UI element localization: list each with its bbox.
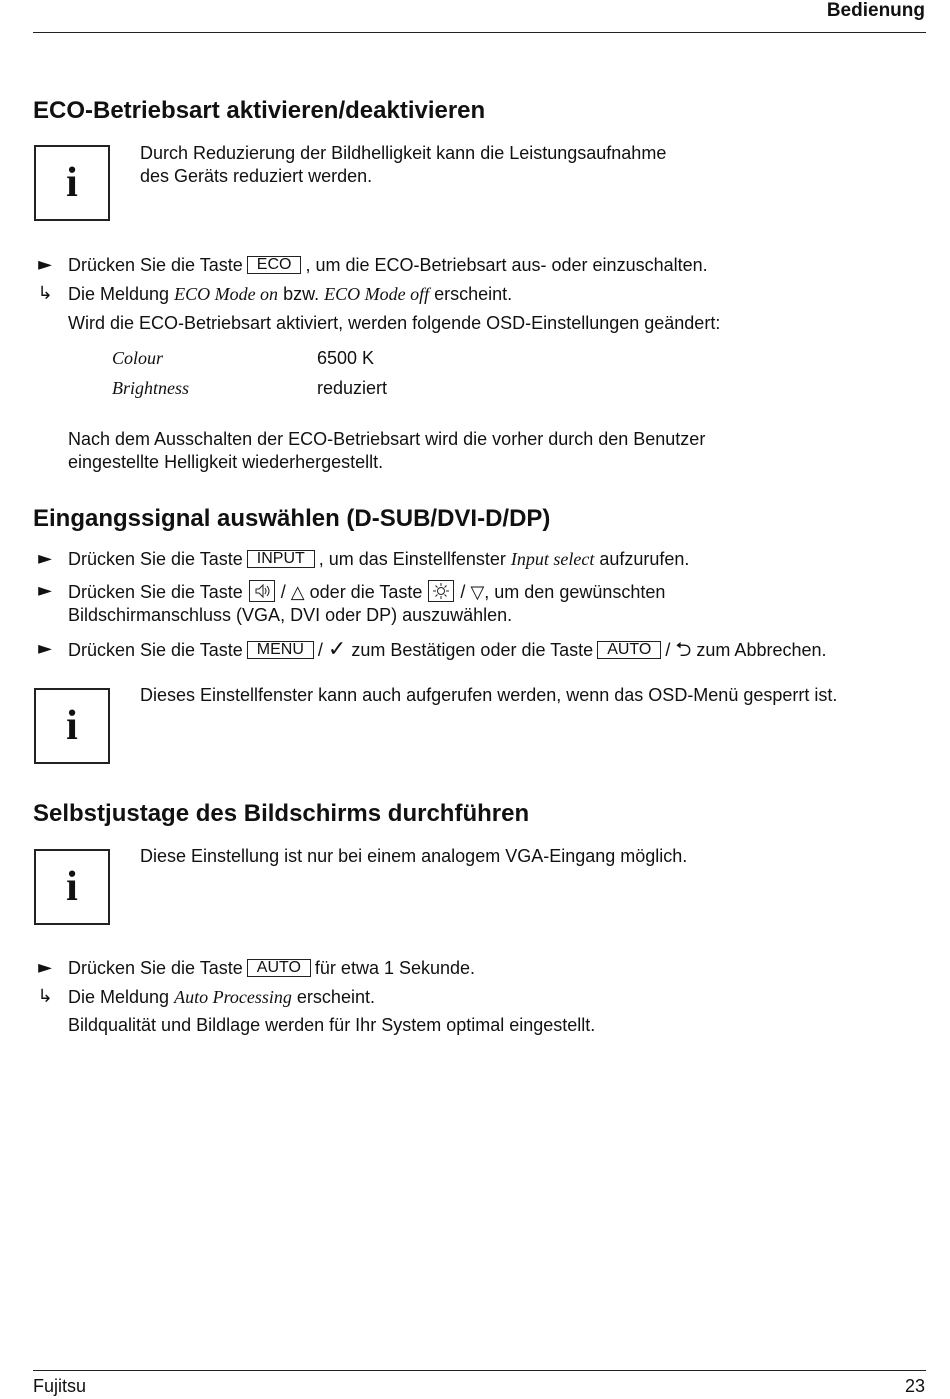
eco-description: Wird die ECO-Betriebsart aktiviert, werden folgende OSD-Einstellungen geändert: bbox=[68, 313, 721, 333]
step-input-confirm: Drücken Sie die Taste MENU / ✓ zum Bestätigen oder die Taste AUTO / ⮌ zum Abbrechen. bbox=[68, 637, 827, 662]
info-box-icon: i bbox=[34, 145, 110, 221]
info-note-input: Dieses Einstellfenster kann auch aufgerufen werden, wenn das OSD-Menü gesperrt ist. bbox=[140, 685, 838, 705]
result-auto-message: Die Meldung Auto Processing erscheint. bbox=[68, 987, 375, 1007]
header-rule bbox=[33, 32, 926, 33]
auto-description: Bildqualität und Bildlage werden für Ihr System optimal eingestellt. bbox=[68, 1015, 596, 1035]
page-number: 23 bbox=[904, 1376, 925, 1396]
step-input-select: Drücken Sie die Taste / △ oder die Taste / ▽, um den gewünschten Bildschirmanschluss (VGA, DVI oder DP) auszuwählen. bbox=[68, 582, 666, 625]
eco-key: ECO bbox=[247, 256, 302, 274]
input-key: INPUT bbox=[247, 550, 315, 568]
checkmark-icon: ✓ bbox=[327, 637, 347, 662]
triangle-down-icon: ▽ bbox=[470, 582, 485, 603]
triangle-right-icon: ► bbox=[38, 548, 52, 569]
triangle-right-icon: ► bbox=[38, 254, 52, 275]
triangle-right-icon: ► bbox=[38, 580, 52, 601]
info-note-eco: Durch Reduzierung der Bildhelligkeit kann die Leistungsaufnahme des Geräts reduziert werden. bbox=[140, 143, 667, 186]
setting-value-brightness: reduziert bbox=[317, 378, 388, 398]
brightness-key-icon bbox=[428, 580, 454, 602]
footer-brand: Fujitsu bbox=[33, 1376, 87, 1396]
step-input-open: Drücken Sie die Taste INPUT , um das Einstellfenster Input select aufzurufen. bbox=[68, 549, 690, 569]
triangle-right-icon: ► bbox=[38, 638, 52, 659]
info-note-auto: Diese Einstellung ist nur bei einem analogem VGA-Eingang möglich. bbox=[140, 846, 688, 866]
return-arrow-icon: ↳ bbox=[37, 986, 53, 1007]
setting-name-colour: Colour bbox=[112, 348, 164, 368]
triangle-up-icon: △ bbox=[290, 582, 305, 603]
auto-key: AUTO bbox=[247, 959, 311, 977]
auto-key: AUTO bbox=[597, 641, 661, 659]
header-title: Bedienung bbox=[826, 0, 925, 21]
footer-rule bbox=[33, 1370, 926, 1371]
info-box-icon: i bbox=[34, 688, 110, 764]
info-box-icon: i bbox=[34, 849, 110, 925]
section-heading-auto: Selbstjustage des Bildschirms durchführen bbox=[33, 800, 530, 827]
step-auto-press: Drücken Sie die Taste AUTO für etwa 1 Sekunde. bbox=[68, 958, 476, 978]
setting-name-brightness: Brightness bbox=[112, 378, 190, 398]
section-heading-eco: ECO-Betriebsart aktivieren/deaktivieren bbox=[33, 97, 486, 124]
step-eco-toggle: Drücken Sie die Taste ECO , um die ECO-Betriebsart aus- oder einzuschalten. bbox=[68, 255, 708, 275]
setting-value-colour: 6500 K bbox=[317, 348, 375, 368]
triangle-right-icon: ► bbox=[38, 957, 52, 978]
volume-key-icon bbox=[249, 580, 275, 602]
result-eco-message: Die Meldung ECO Mode on bzw. ECO Mode off erscheint. bbox=[68, 284, 513, 304]
menu-key: MENU bbox=[247, 641, 314, 659]
eco-after-note: Nach dem Ausschalten der ECO-Betriebsart wird die vorher durch den Benutzer eingestellte Helligkeit wiederhergestellt. bbox=[68, 429, 706, 472]
undo-arrow-icon: ⮌ bbox=[675, 637, 692, 661]
return-arrow-icon: ↳ bbox=[37, 283, 53, 304]
section-heading-input: Eingangssignal auswählen (D-SUB/DVI-D/DP) bbox=[33, 505, 551, 532]
